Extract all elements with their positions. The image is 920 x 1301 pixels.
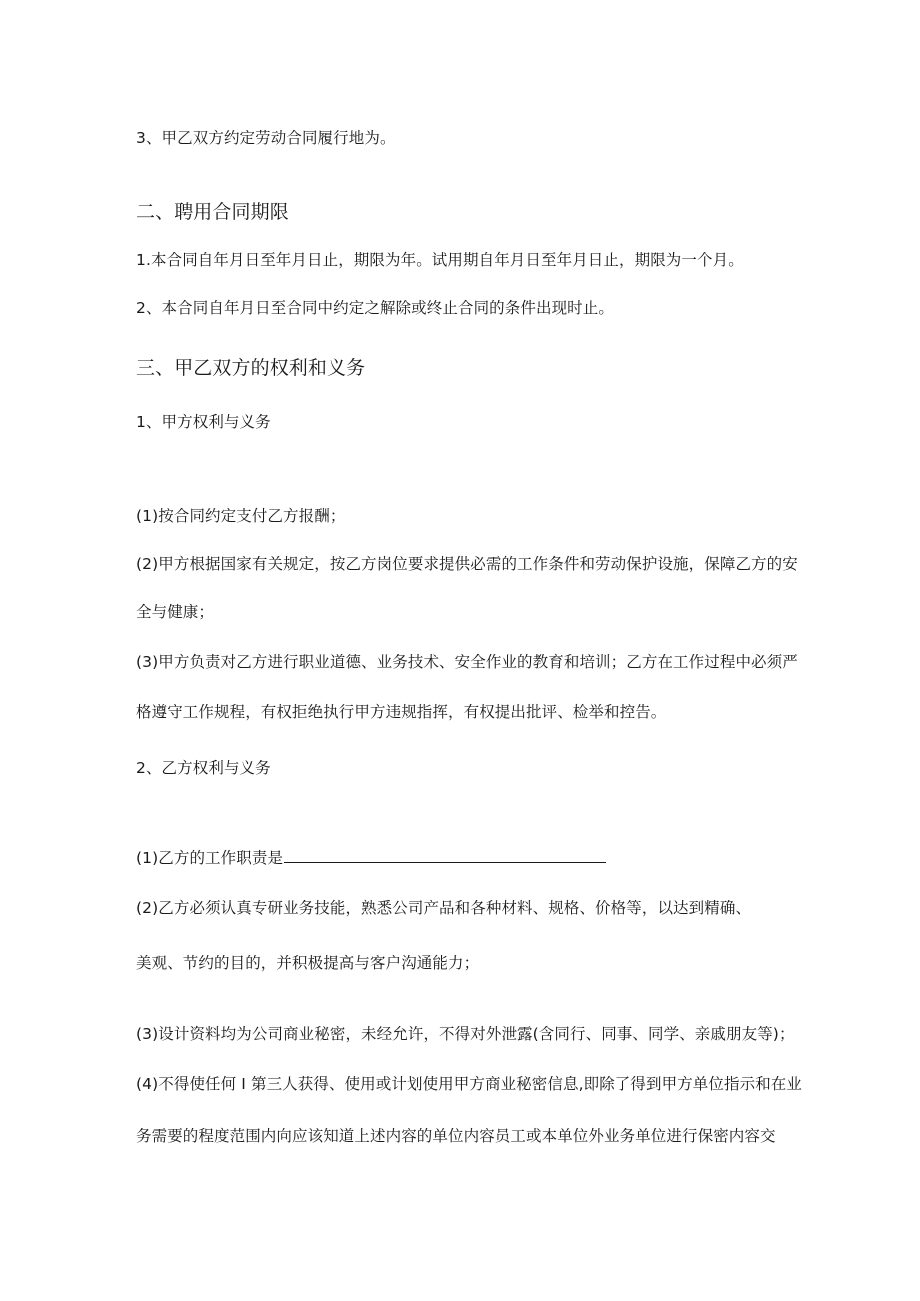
clause-term-1: 1.本合同自年月日至年月日止，期限为年。试用期自年月日至年月日止，期限为一个月。: [136, 251, 744, 269]
party-b-item-1-label: (1)乙方的工作职责是: [136, 849, 284, 867]
party-a-item-2-line-2: 全与健康；: [136, 603, 215, 621]
section-heading-rights-obligations: 三、甲乙双方的权利和义务: [136, 357, 366, 379]
subheading-party-a: 1、甲方权利与义务: [136, 413, 271, 431]
clause-workplace: 3、甲乙双方约定劳动合同履行地为。: [136, 129, 396, 147]
party-b-item-1: [136, 848, 606, 868]
party-a-item-3-line-1: (3)甲方负责对乙方进行职业道德、业务技术、安全作业的教育和培训；乙方在工作过程中必须严: [136, 653, 798, 671]
subheading-party-b: 2、乙方权利与义务: [136, 759, 271, 777]
party-a-item-1: (1)按合同约定支付乙方报酬；: [136, 507, 346, 525]
clause-term-2: 2、本合同自年月日至合同中约定之解除或终止合同的条件出现时止。: [136, 299, 614, 317]
party-b-item-3: (3)设计资料均为公司商业秘密，未经允许，不得对外泄露(含同行、同事、同学、亲戚朋友等)；: [136, 1025, 795, 1043]
party-b-item-2-line-1: (2)乙方必须认真专研业务技能，熟悉公司产品和各种材料、规格、价格等，以达到精确、: [136, 899, 752, 917]
section-heading-contract-term: 二、聘用合同期限: [136, 201, 289, 223]
party-b-item-4-line-1: (4)不得使任何 I 第三人获得、使用或计划使用甲方商业秘密信息,即除了得到甲方单位指示和在业: [136, 1075, 803, 1093]
party-b-item-4-line-2: 务需要的程度范围内向应该知道上述内容的单位内容员工或本单位外业务单位进行保密内容交: [136, 1127, 776, 1145]
party-a-item-2-line-1: (2)甲方根据国家有关规定，按乙方岗位要求提供必需的工作条件和劳动保护设施，保障乙方的安: [136, 555, 798, 573]
duties-blank-line[interactable]: [284, 848, 606, 863]
party-b-item-2-line-2: 美观、节约的目的，并积极提高与客户沟通能力；: [136, 954, 480, 972]
party-a-item-3-line-2: 格遵守工作规程，有权拒绝执行甲方违规指挥，有权提出批评、检举和控告。: [136, 703, 667, 721]
